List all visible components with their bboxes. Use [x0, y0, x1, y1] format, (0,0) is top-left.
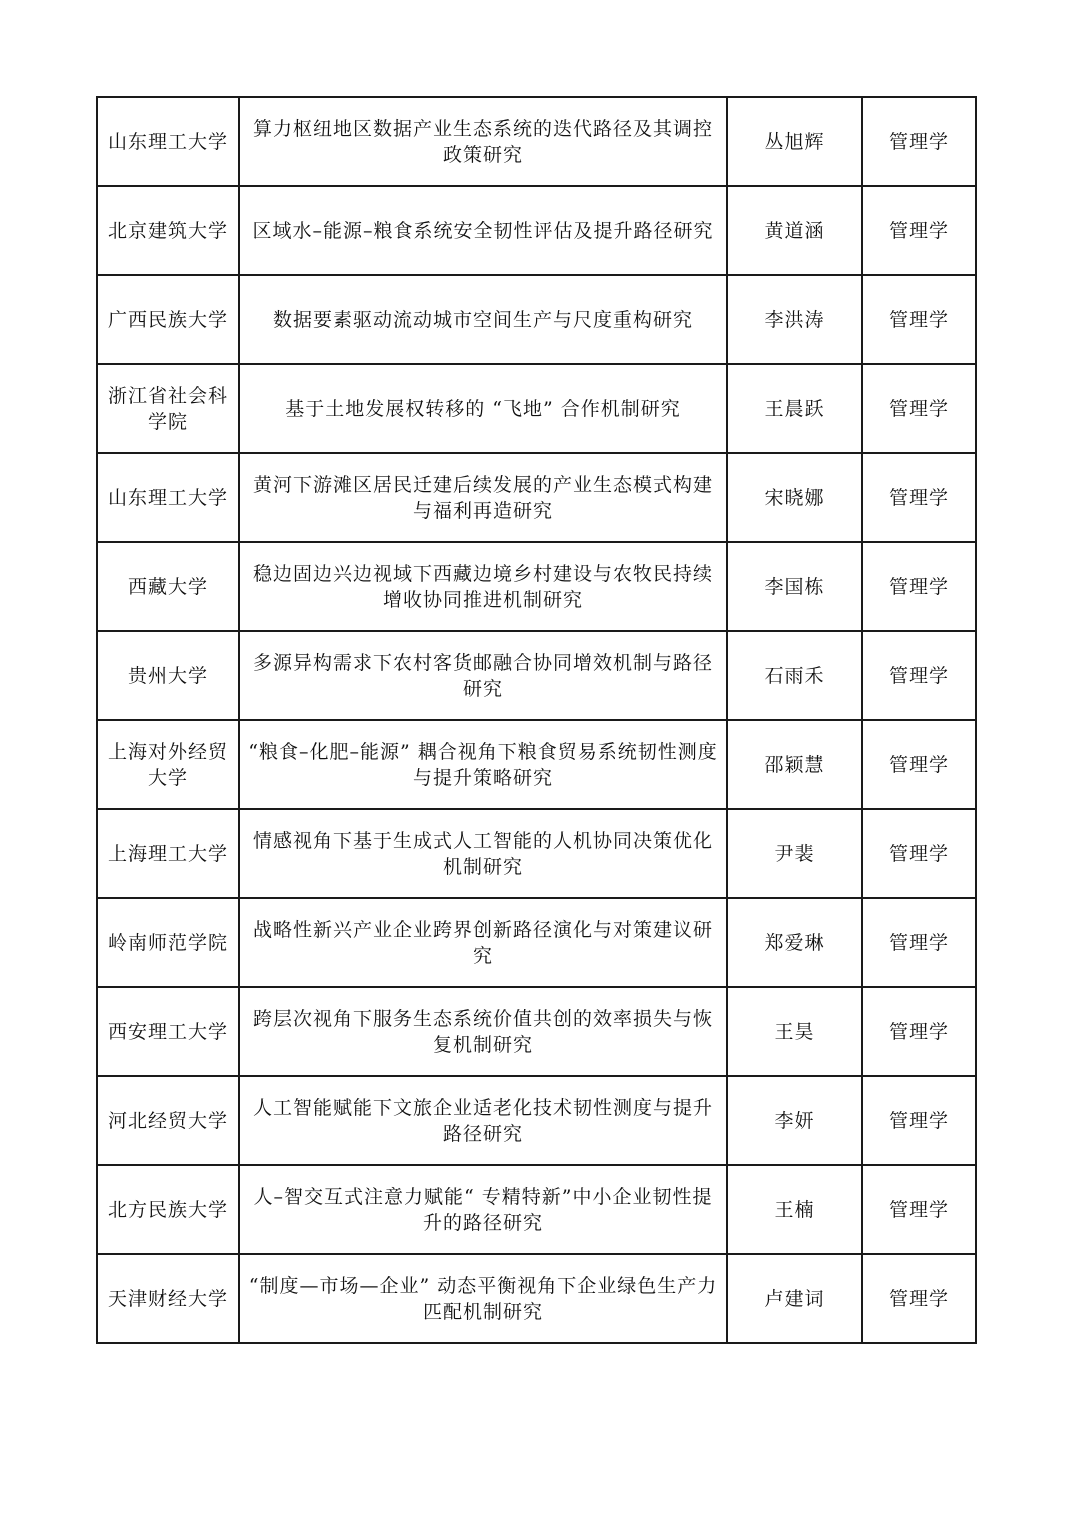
- project-title-cell: 情感视角下基于生成式人工智能的人机协同决策优化机制研究: [239, 809, 727, 898]
- table-row: [97, 809, 976, 898]
- institution-cell: 浙江省社会科学院: [97, 364, 239, 453]
- institution-cell: 广西民族大学: [97, 275, 239, 364]
- project-table: [96, 96, 977, 1344]
- person-cell: 李国栋: [727, 542, 862, 631]
- project-title-cell: 数据要素驱动流动城市空间生产与尺度重构研究: [239, 275, 727, 364]
- project-title-cell: “制度—市场—企业” 动态平衡视角下企业绿色生产力匹配机制研究: [239, 1254, 727, 1343]
- person-cell: 王晨跃: [727, 364, 862, 453]
- field-cell: 管理学: [862, 275, 976, 364]
- project-title-cell: “粮食–化肥–能源” 耦合视角下粮食贸易系统韧性测度与提升策略研究: [239, 720, 727, 809]
- field-cell: 管理学: [862, 1165, 976, 1254]
- field-cell: 管理学: [862, 720, 976, 809]
- project-title-cell: 基于土地发展权转移的 “飞地” 合作机制研究: [239, 364, 727, 453]
- table-row: [97, 1076, 976, 1165]
- field-cell: 管理学: [862, 186, 976, 275]
- institution-cell: 河北经贸大学: [97, 1076, 239, 1165]
- table-row: [97, 364, 976, 453]
- field-cell: 管理学: [862, 898, 976, 987]
- field-cell: 管理学: [862, 453, 976, 542]
- field-cell: 管理学: [862, 987, 976, 1076]
- table-row: [97, 1165, 976, 1254]
- field-cell: 管理学: [862, 1076, 976, 1165]
- project-title-cell: 跨层次视角下服务生态系统价值共创的效率损失与恢复机制研究: [239, 987, 727, 1076]
- institution-cell: 天津财经大学: [97, 1254, 239, 1343]
- project-title-cell: 区域水–能源–粮食系统安全韧性评估及提升路径研究: [239, 186, 727, 275]
- person-cell: 王昊: [727, 987, 862, 1076]
- project-title-cell: 人–智交互式注意力赋能“ 专精特新”中小企业韧性提升的路径研究: [239, 1165, 727, 1254]
- table-row: [97, 631, 976, 720]
- person-cell: 李洪涛: [727, 275, 862, 364]
- table-row: [97, 97, 976, 186]
- project-title-cell: 战略性新兴产业企业跨界创新路径演化与对策建议研究: [239, 898, 727, 987]
- person-cell: 邵颖慧: [727, 720, 862, 809]
- institution-cell: 山东理工大学: [97, 453, 239, 542]
- person-cell: 尹裴: [727, 809, 862, 898]
- institution-cell: 上海理工大学: [97, 809, 239, 898]
- table-row: [97, 1254, 976, 1343]
- person-cell: 石雨禾: [727, 631, 862, 720]
- field-cell: 管理学: [862, 542, 976, 631]
- project-title-cell: 稳边固边兴边视域下西藏边境乡村建设与农牧民持续增收协同推进机制研究: [239, 542, 727, 631]
- person-cell: 李妍: [727, 1076, 862, 1165]
- table-row: [97, 275, 976, 364]
- project-title-cell: 黄河下游滩区居民迁建后续发展的产业生态模式构建与福利再造研究: [239, 453, 727, 542]
- project-title-cell: 算力枢纽地区数据产业生态系统的迭代路径及其调控政策研究: [239, 97, 727, 186]
- field-cell: 管理学: [862, 364, 976, 453]
- table-row: [97, 987, 976, 1076]
- institution-cell: 贵州大学: [97, 631, 239, 720]
- table-row: [97, 898, 976, 987]
- project-title-cell: 多源异构需求下农村客货邮融合协同增效机制与路径研究: [239, 631, 727, 720]
- person-cell: 卢建词: [727, 1254, 862, 1343]
- project-table-body: [97, 97, 976, 1343]
- person-cell: 宋晓娜: [727, 453, 862, 542]
- institution-cell: 岭南师范学院: [97, 898, 239, 987]
- field-cell: 管理学: [862, 97, 976, 186]
- institution-cell: 西藏大学: [97, 542, 239, 631]
- person-cell: 丛旭辉: [727, 97, 862, 186]
- table-row: [97, 186, 976, 275]
- field-cell: 管理学: [862, 631, 976, 720]
- table-row: [97, 453, 976, 542]
- field-cell: 管理学: [862, 809, 976, 898]
- table-row: [97, 720, 976, 809]
- institution-cell: 北方民族大学: [97, 1165, 239, 1254]
- person-cell: 王楠: [727, 1165, 862, 1254]
- person-cell: 郑爱琳: [727, 898, 862, 987]
- institution-cell: 山东理工大学: [97, 97, 239, 186]
- institution-cell: 上海对外经贸大学: [97, 720, 239, 809]
- person-cell: 黄道涵: [727, 186, 862, 275]
- project-title-cell: 人工智能赋能下文旅企业适老化技术韧性测度与提升路径研究: [239, 1076, 727, 1165]
- field-cell: 管理学: [862, 1254, 976, 1343]
- table-row: [97, 542, 976, 631]
- institution-cell: 西安理工大学: [97, 987, 239, 1076]
- institution-cell: 北京建筑大学: [97, 186, 239, 275]
